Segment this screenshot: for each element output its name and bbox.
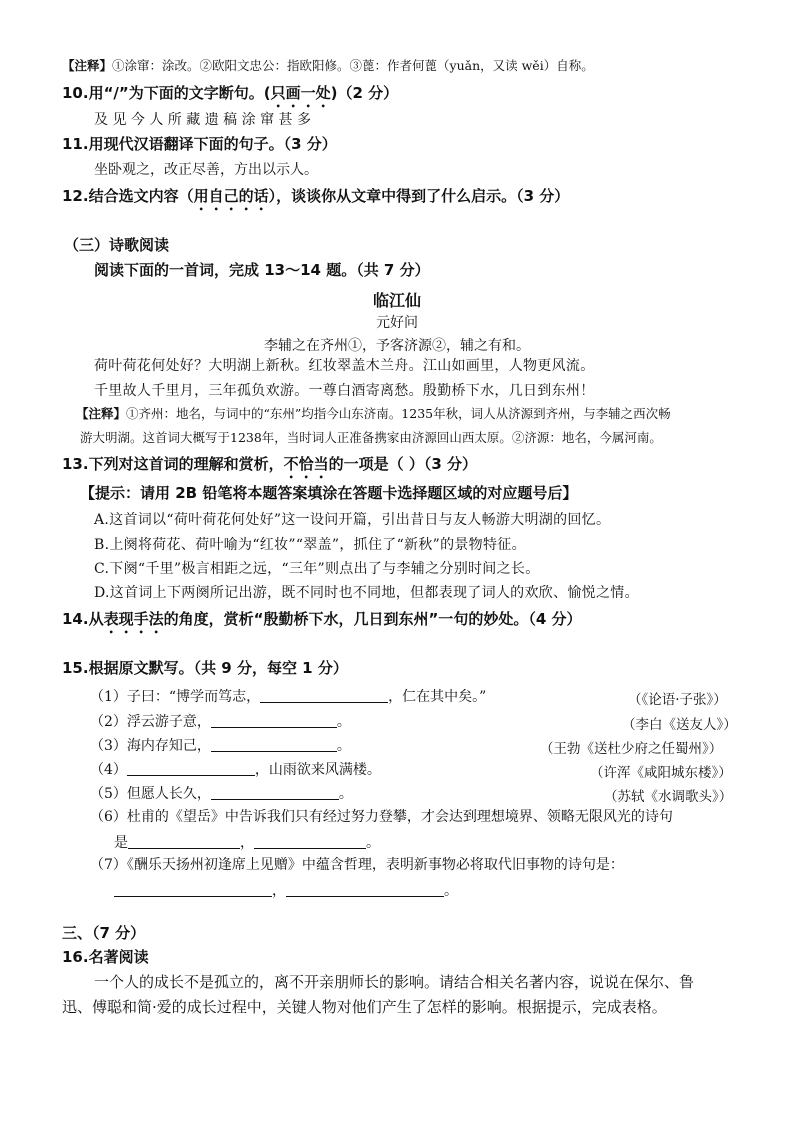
q15-item-7-line-2 — [114, 882, 458, 898]
answer-blank[interactable] — [127, 761, 255, 776]
poem-note-line-1 — [76, 408, 671, 421]
poetry-intro: 阅读下面的一首词，完成 13～14 题。（共 7 分） — [94, 261, 430, 279]
poem-note-text-1: ①齐州：地名，与词中的“东州”均指今山东济南。1235年秋，词人从济源到齐州，与李辅之西次畅 — [126, 406, 671, 421]
q15-item-4-pre: （4） — [90, 762, 127, 778]
answer-blank[interactable] — [286, 882, 444, 897]
q12-text-post: ），谈谈你从文章中得到了什么启示。（3 分） — [268, 187, 570, 205]
q14-emphasis: 表现手法 — [103, 610, 164, 628]
q15-item-4-source: （许浑《咸阳城东楼》） — [590, 765, 732, 781]
q13-option-a: A.这首词以“荷叶荷花何处好”这一设问开篇，引出昔日与友人畅游大明湖的回忆。 — [94, 512, 611, 528]
poem-line-1: 荷叶荷花何处好？大明湖上新秋。红妆翠盖木兰舟。江山如画里，人物更风流。 — [94, 358, 595, 374]
q16-paragraph-line-2: 迅、傅聪和简·爱的成长过程中，关键人物对他们产生了怎样的影响。根据提示，完成表格。 — [62, 998, 667, 1016]
question-12 — [62, 187, 569, 214]
q15-item-6-line-1: （6）杜甫的《望岳》中告诉我们只有经过努力登攀，才会达到理想境界、领略无限风光的诗句 — [90, 809, 673, 825]
q10-text-pre: 10.用“/”为下面的文字断句。( — [62, 84, 271, 102]
q15-item-3-post: 。 — [336, 738, 351, 754]
q15-item-5 — [90, 785, 353, 801]
q15-item-2-source: （李白《送友人》） — [622, 717, 737, 733]
q13-option-c: C.下阕“千里”极言相距之远，“三年”则点出了与李辅之分别时间之长。 — [94, 561, 540, 577]
poem-note-prefix: 【注释】 — [76, 406, 127, 421]
q10-emphasis: 只画一处 — [270, 84, 331, 102]
q10-text-post: )（2 分） — [330, 84, 399, 102]
question-13 — [62, 455, 477, 482]
q15-item-3-source: （王勃《送杜少府之任蜀州》） — [540, 741, 723, 757]
q15-item-2 — [90, 713, 351, 729]
poem-title: 临江仙 — [372, 291, 421, 310]
section-heading-3: 三、（7 分） — [62, 924, 146, 942]
answer-blank[interactable] — [128, 834, 240, 849]
notes-line — [62, 60, 594, 73]
q15-item-7-mid: ， — [272, 883, 286, 899]
q11-passage: 坐卧观之，改正尽善，方出以示人。 — [94, 162, 318, 178]
q13-option-b: B.上阕将荷花、荷叶喻为“红妆”“翠盖”，抓住了“新秋”的景物特征。 — [94, 537, 526, 553]
q13-option-d: D.这首词上下两阕所记出游，既不同时也不同地，但都表现了词人的欢欣、愉悦之情。 — [94, 585, 639, 601]
q15-item-1 — [90, 688, 486, 704]
q13-emphasis: 不恰当 — [283, 455, 329, 473]
question-15: 15.根据原文默写。（共 9 分，每空 1 分） — [62, 659, 348, 677]
q15-item-5-source: （苏轼《水调歌头》） — [604, 789, 733, 805]
question-14 — [62, 610, 581, 637]
poem-preface: 李辅之在齐州①，予客济源②，辅之有和。 — [264, 338, 530, 354]
q13-text-pre: 13.下列对这首词的理解和赏析， — [62, 455, 284, 473]
answer-blank[interactable] — [211, 785, 339, 800]
q14-text-pre: 14.从 — [62, 610, 104, 628]
q15-item-3 — [90, 737, 351, 753]
q13-tip: 【提示：请用 2B 铅笔将本题答案填涂在答题卡选择题区域的对应题号后】 — [80, 484, 578, 502]
q12-emphasis: 用自己的话 — [193, 187, 269, 205]
answer-blank[interactable] — [254, 834, 366, 849]
q12-text-pre: 12.结合选文内容（ — [62, 187, 194, 205]
q15-item-7-line-1: （7）《酬乐天扬州初逢席上见赠》中蕴含哲理，表明新事物必将取代旧事物的诗句是： — [90, 857, 624, 873]
answer-blank[interactable] — [211, 737, 337, 752]
q14-text-post: 的角度，赏析“殷勤桥下水，几日到东州”一句的妙处。（4 分） — [163, 610, 582, 628]
q15-item-2-pre: （2）浮云游子意， — [90, 714, 211, 730]
q15-item-6-pre: 是 — [114, 835, 128, 851]
answer-blank[interactable] — [114, 882, 272, 897]
q15-item-1-post: ，仁在其中矣。” — [388, 689, 487, 705]
q15-item-1-source: （《论语·子张》） — [628, 692, 727, 708]
q13-text-post: 的一项是（ ）（3 分） — [328, 455, 477, 473]
question-10 — [62, 84, 398, 111]
q15-item-6-line-2 — [114, 834, 380, 850]
q10-passage: 及 见 今 人 所 藏 遗 稿 涂 窜 甚 多 — [94, 112, 311, 128]
question-16: 16.名著阅读 — [62, 948, 149, 966]
question-11: 11.用现代汉语翻译下面的句子。（3 分） — [62, 135, 337, 153]
q16-paragraph-line-1: 一个人的成长不是孤立的，离不开亲朋师长的影响。请结合相关名著内容，说说在保尔、鲁 — [94, 973, 695, 991]
q15-item-6-mid: ， — [240, 835, 254, 851]
q15-item-2-post: 。 — [336, 714, 351, 730]
answer-blank[interactable] — [211, 713, 337, 728]
answer-blank[interactable] — [260, 688, 388, 703]
q15-item-5-post: 。 — [338, 786, 353, 802]
q15-item-4 — [90, 761, 381, 777]
q15-item-3-pre: （3）海内存知己， — [90, 738, 211, 754]
q15-item-5-pre: （5）但愿人长久， — [90, 786, 211, 802]
section-heading-poetry: （三）诗歌阅读 — [64, 236, 170, 254]
poem-note-line-2: 游大明湖。这首词大概写于1238年，当时词人正准备携家由济源回山西太原。②济源：地名，今属河南。 — [80, 430, 662, 445]
q15-item-1-pre: （1）子曰：“博学而笃志， — [90, 689, 261, 705]
q15-item-6-post: 。 — [366, 835, 380, 851]
notes-text: ①涂窜：涂改。②欧阳文忠公：指欧阳修。③蓖：作者何蓖（yuǎn，又读 wěi）自称。 — [112, 58, 594, 73]
poem-author: 元好问 — [376, 315, 418, 331]
poem-line-2: 千里故人千里月，三年孤负欢游。一尊白酒寄离愁。殷勤桥下水，几日到东州！ — [94, 383, 595, 399]
q15-item-4-post: ，山雨欲来风满楼。 — [254, 762, 381, 778]
notes-prefix: 【注释】 — [62, 58, 113, 73]
q15-item-7-post: 。 — [444, 883, 458, 899]
